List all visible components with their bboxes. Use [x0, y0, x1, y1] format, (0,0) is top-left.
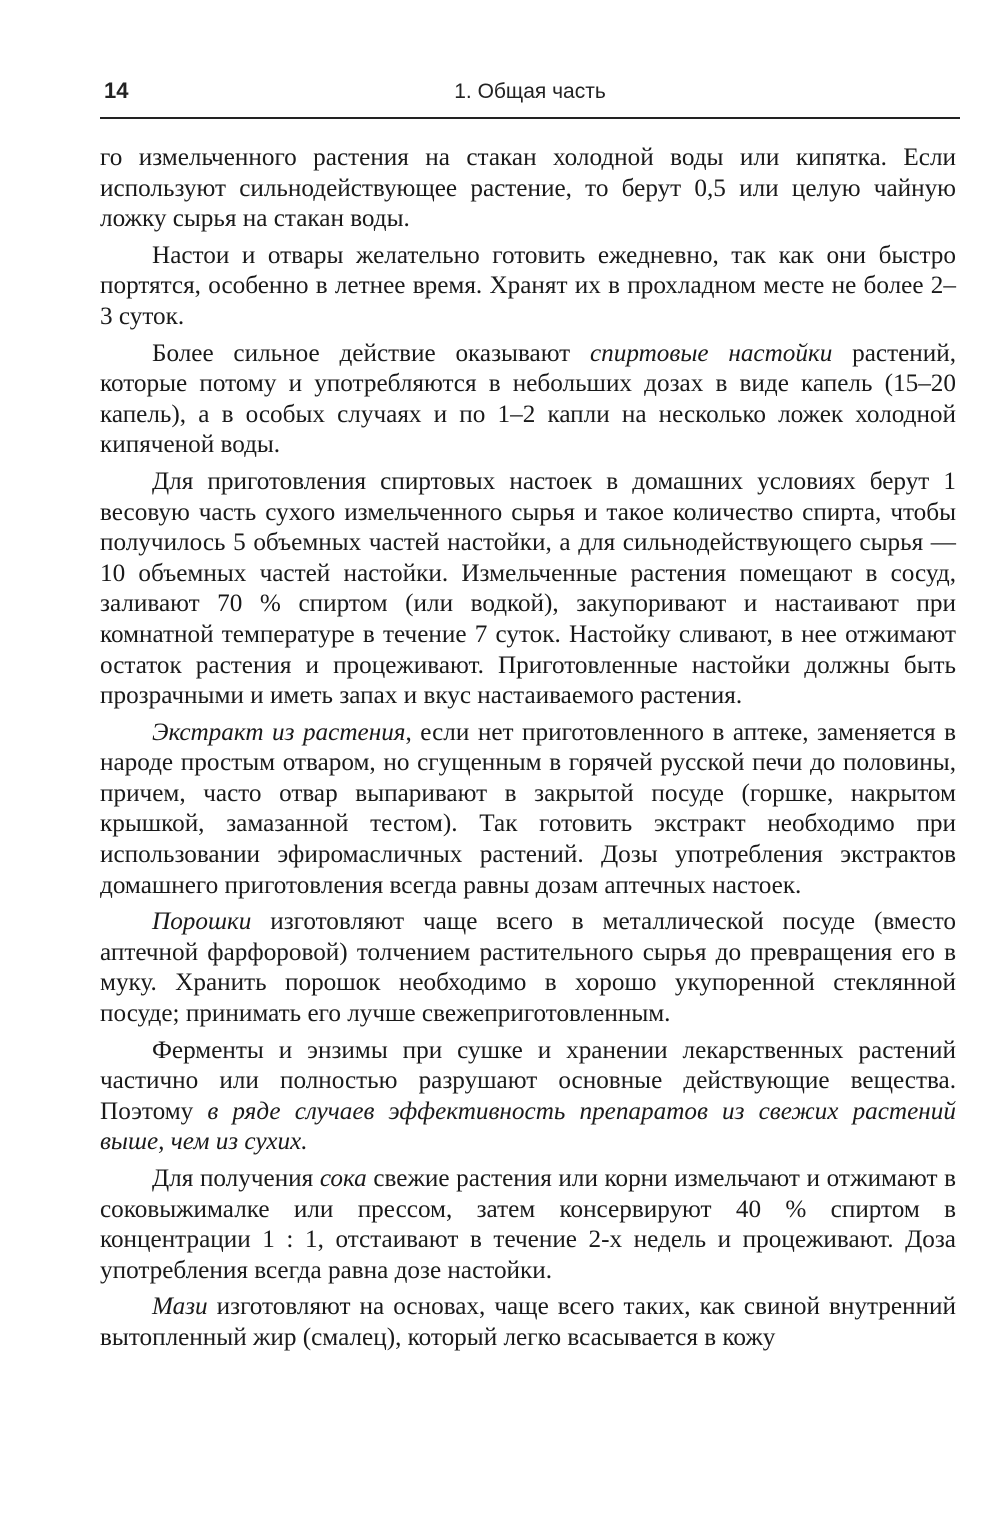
italic-term: спиртовые настойки	[589, 339, 833, 367]
text-run: Для получения	[152, 1165, 320, 1192]
paragraph	[100, 1292, 956, 1353]
text-run: изготовляют чаще всего в металлической посуде (вместо аптечной фарфоровой) толчением растительного сырья до превращения его в муку. Хранить порошок необходимо в хорошо укупоренной стеклянной посуде; принимать его лучше свежеприготовленным.	[100, 908, 956, 1028]
italic-term: сока	[319, 1165, 367, 1192]
paragraph	[100, 1164, 956, 1286]
italic-term: Мази	[152, 1293, 208, 1321]
text-run: растений, которые потому и употребляются в небольших дозах в виде капель (15–20 капель), а в особых случаях и по 1–2 капли на несколько ложек холодной кипяченой воды.	[100, 339, 957, 459]
paragraph	[100, 718, 956, 902]
body-text	[100, 143, 956, 1360]
paragraph	[100, 339, 956, 461]
page-number: 14	[104, 78, 129, 103]
italic-term: Экстракт из растения	[152, 718, 406, 746]
italic-term: Порошки	[152, 908, 252, 936]
paragraph	[100, 907, 956, 1029]
italic-term: в ряде случаев эффективность препаратов из свежих растений выше, чем из сухих.	[100, 1097, 956, 1156]
text-run: го измельченного растения на стакан холодной воды или кипятка. Если используют сильнодействующее растение, то берут 0,5 или целую чайную ложку сырья на стакан воды.	[100, 144, 956, 233]
text-run: Для приготовления спиртовых настоек в домашних условиях берут 1 весовую часть сухого измельченного сырья и такое количество спирта, чтобы получилось 5 объемных частей настойки, а для сильнодействующего сырья — 10 объемных частей настойки. Измельченные растения помещают в сосуд, заливают 70 % спиртом (или водкой), закупоривают и настаивают при комнатной температуре в течение 7 суток. Настойку сливают, в нее отжимают остаток растения и процеживают. Приготовленные настойки должны быть прозрачными и иметь запах и вкус настаиваемого растения.	[100, 467, 956, 710]
text-run: свежие растения или корни измельчают и отжимают в соковыжималке или прессом, затем консервируют 40 % спиртом в концентрации 1 : 1, отстаивают в течение 2-х недель и процеживают. Доза употребления всегда равна дозе настойки.	[100, 1165, 956, 1284]
page-header	[104, 72, 956, 116]
paragraph	[100, 467, 956, 712]
text-run: , если нет приготовленного в аптеке, заменяется в народе простым отваром, но сгущенным в горячей русской печи до половины, причем, часто отвар выпаривают в закрытой посуде (горшке, накрытом крышкой, замазанной тестом). Так готовить экстракт необходимо при использовании эфиромасличных растений. Дозы употребления экстрактов домашнего приготовления всегда равны дозам аптечных настоек.	[100, 718, 956, 899]
paragraph	[100, 241, 956, 333]
text-run: Настои и отвары желательно готовить ежедневно, так как они быстро портятся, особенно в летнее время. Хранят их в прохладном месте не более 2–3 суток.	[100, 241, 956, 330]
paragraph	[100, 143, 956, 235]
text-run: изготовляют на основах, чаще всего таких, как свиной внутренний вытопленный жир (смалец), который легко всасывается в кожу	[100, 1293, 956, 1351]
text-run: Более сильное действие оказывают	[152, 339, 590, 367]
header-divider	[100, 117, 960, 119]
running-title: 1. Общая часть	[454, 80, 606, 103]
paragraph	[100, 1036, 956, 1158]
text-run: Ферменты и энзимы при сушке и хранении лекарственных растений частично или полностью разрушают основные действующие вещества. Поэтому	[100, 1036, 956, 1125]
